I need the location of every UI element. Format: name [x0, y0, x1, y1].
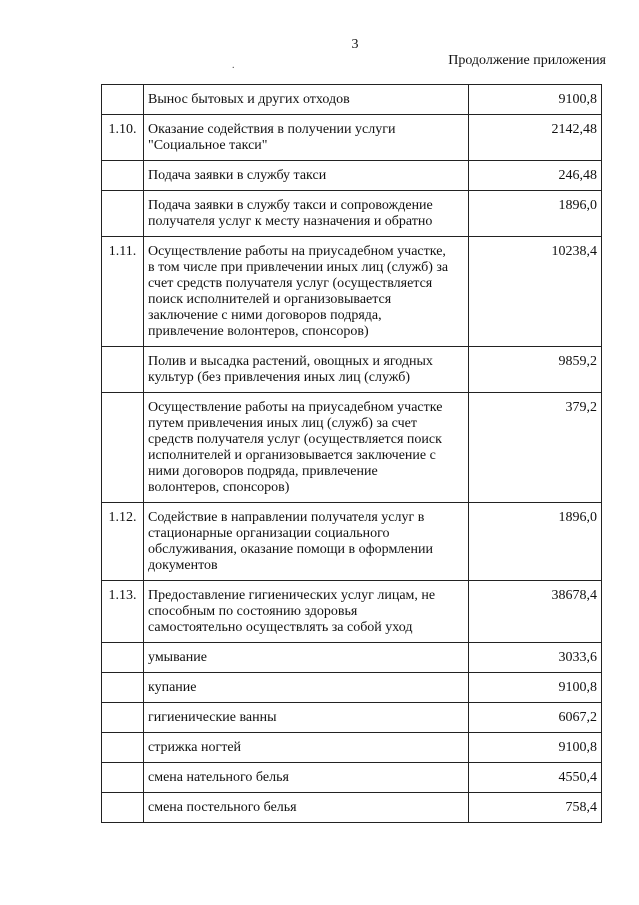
- service-description: [144, 161, 469, 191]
- description-line: гигиенические ванны: [148, 710, 277, 725]
- table-row: [102, 161, 602, 191]
- service-cost: 9100,8: [469, 673, 602, 703]
- description-line: способным по состоянию здоровья: [148, 604, 358, 619]
- row-number: 1.11.: [102, 237, 144, 347]
- table-row: [102, 763, 602, 793]
- description-line: самостоятельно осуществлять за собой уход: [148, 620, 413, 635]
- description-line: Подача заявки в службу такси и сопровождение: [148, 198, 433, 213]
- description-line: смена нательного белья: [148, 770, 289, 785]
- table-row: [102, 191, 602, 237]
- table-row: [102, 673, 602, 703]
- description-line: Подача заявки в службу такси: [148, 168, 327, 183]
- description-line: стрижка ногтей: [148, 740, 242, 755]
- description-line: исполнителей и организовывается заключение с: [148, 448, 436, 463]
- service-description: [144, 503, 469, 581]
- description-line: Полив и высадка растений, овощных и ягодных: [148, 354, 433, 369]
- page-number: 3: [351, 37, 359, 52]
- table-row: [102, 643, 602, 673]
- services-table-body: [102, 85, 602, 823]
- service-description: [144, 793, 469, 823]
- scan-speck: .: [232, 60, 235, 71]
- row-number: [102, 393, 144, 503]
- description-line: привлечение волонтеров, спонсоров): [148, 324, 369, 339]
- description-line: Вынос бытовых и других отходов: [148, 92, 350, 107]
- row-number: [102, 763, 144, 793]
- row-number: [102, 703, 144, 733]
- table-row: [102, 85, 602, 115]
- row-number: [102, 85, 144, 115]
- table-row: [102, 503, 602, 581]
- service-cost: 4550,4: [469, 763, 602, 793]
- service-cost: 10238,4: [469, 237, 602, 347]
- service-description: [144, 191, 469, 237]
- description-line: волонтеров, спонсоров): [148, 480, 290, 495]
- description-line: смена постельного белья: [148, 800, 297, 815]
- service-cost: 2142,48: [469, 115, 602, 161]
- description-line: Предоставление гигиенических услуг лицам, не: [148, 588, 436, 603]
- description-line: Оказание содействия в получении услуги: [148, 122, 396, 137]
- description-line: Осуществление работы на приусадебном участке: [148, 400, 443, 415]
- table-row: [102, 115, 602, 161]
- description-line: поиск исполнителей и организовывается: [148, 292, 392, 307]
- table-row: [102, 733, 602, 763]
- description-line: путем привлечения иных лиц (служб) за счет: [148, 416, 417, 431]
- service-description: [144, 393, 469, 503]
- row-number: [102, 733, 144, 763]
- service-cost: 1896,0: [469, 191, 602, 237]
- service-description: [144, 581, 469, 643]
- description-line: ними договоров подряда, привлечение: [148, 464, 378, 479]
- service-cost: 9859,2: [469, 347, 602, 393]
- row-number: [102, 793, 144, 823]
- service-cost: 6067,2: [469, 703, 602, 733]
- description-line: Осуществление работы на приусадебном участке,: [148, 244, 446, 259]
- service-description: [144, 733, 469, 763]
- table-row: [102, 581, 602, 643]
- description-line: получателя услуг к месту назначения и обратно: [148, 214, 433, 229]
- table-row: [102, 393, 602, 503]
- service-description: [144, 347, 469, 393]
- service-cost: 38678,4: [469, 581, 602, 643]
- table-row: [102, 347, 602, 393]
- row-number: 1.10.: [102, 115, 144, 161]
- description-line: купание: [148, 680, 197, 695]
- description-line: средств получателя услуг (осуществляется поиск: [148, 432, 442, 447]
- description-line: "Социальное такси": [148, 138, 268, 153]
- service-cost: 246,48: [469, 161, 602, 191]
- service-description: [144, 703, 469, 733]
- row-number: [102, 643, 144, 673]
- row-number: [102, 161, 144, 191]
- service-cost: 9100,8: [469, 733, 602, 763]
- service-description: [144, 673, 469, 703]
- service-cost: 1896,0: [469, 503, 602, 581]
- service-cost: 3033,6: [469, 643, 602, 673]
- service-cost: 379,2: [469, 393, 602, 503]
- description-line: в том числе при привлечении иных лиц (служб) за: [148, 260, 449, 275]
- row-number: 1.13.: [102, 581, 144, 643]
- table-row: [102, 793, 602, 823]
- row-number: 1.12.: [102, 503, 144, 581]
- service-cost: 758,4: [469, 793, 602, 823]
- service-description: [144, 237, 469, 347]
- description-line: культур (без привлечения иных лиц (служб): [148, 370, 411, 385]
- description-line: стационарные организации социального: [148, 526, 390, 541]
- service-description: [144, 763, 469, 793]
- description-line: умывание: [148, 650, 207, 665]
- service-description: [144, 85, 469, 115]
- service-description: [144, 643, 469, 673]
- table-row: [102, 703, 602, 733]
- description-line: заключение с ними договоров подряда,: [148, 308, 382, 323]
- description-line: документов: [148, 558, 218, 573]
- row-number: [102, 191, 144, 237]
- table-row: [102, 237, 602, 347]
- row-number: [102, 673, 144, 703]
- service-cost: 9100,8: [469, 85, 602, 115]
- services-table: [101, 84, 602, 823]
- header-continuation: Продолжение приложения: [448, 53, 606, 68]
- description-line: обслуживания, оказание помощи в оформлении: [148, 542, 433, 557]
- service-description: [144, 115, 469, 161]
- description-line: счет средств получателя услуг (осуществляется: [148, 276, 433, 291]
- description-line: Содействие в направлении получателя услуг в: [148, 510, 425, 525]
- row-number: [102, 347, 144, 393]
